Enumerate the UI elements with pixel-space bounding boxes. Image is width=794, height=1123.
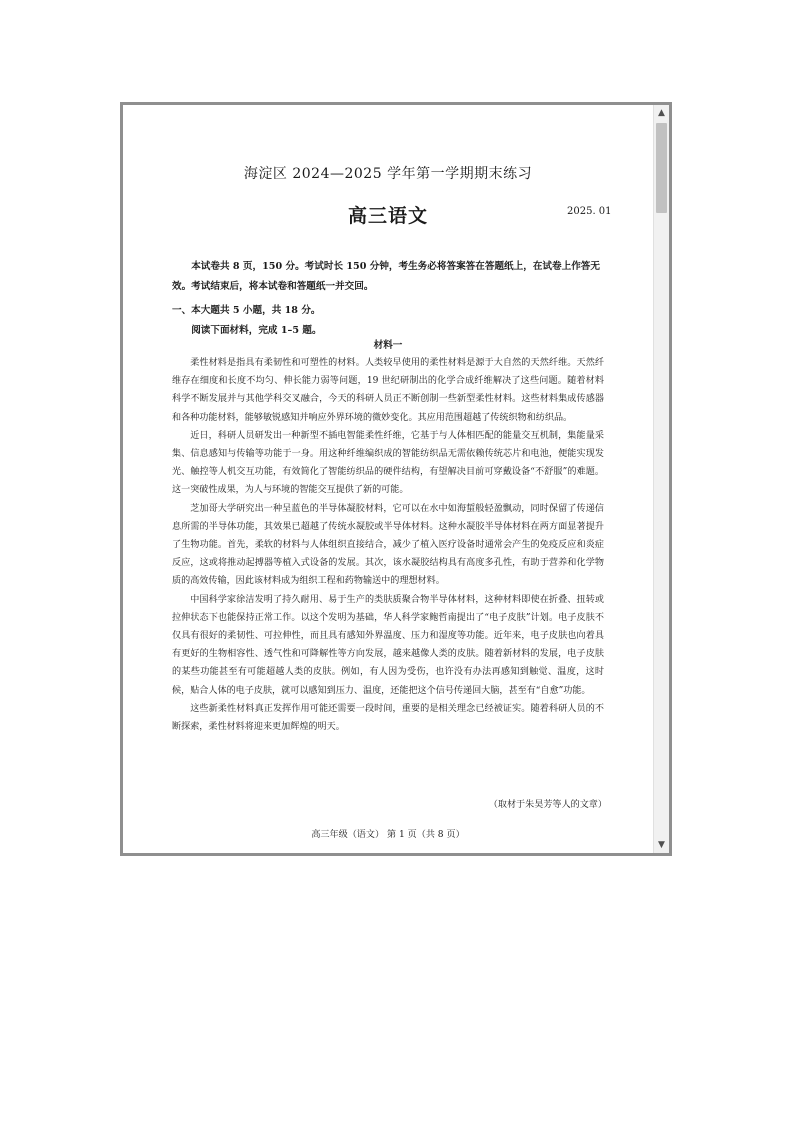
section-instruction: 阅读下面材料，完成 1–5 题。 [191,325,322,336]
passage-paragraph: 这些新柔性材料真正发挥作用可能还需要一段时间，重要的是相关理念已经被证实。随着科研人员的不断探索，柔性材料将迎来更加辉煌的明天。 [172,703,604,733]
material-title: 材料一 [373,340,403,351]
exam-instructions: 本试卷共 8 页，150 分。考试时长 150 分钟，考生务必将答案答在答题纸上，在试卷上作答无效。考试结束后，将本试卷和答题纸一并交回。 [172,261,600,292]
exam-title: 海淀区 2024—2025 学年第一学期期末练习 [243,166,533,182]
section-heading: 一、本大题共 5 小题，共 18 分。 [172,305,321,316]
passage-paragraph: 近日，科研人员研发出一种新型不插电智能柔性纤维，它基于与人体相匹配的能量交互机制，集能量采集、信息感知与传输等功能于一身。用这种纤维编织成的智能纺织品无需依赖传统芯片和电池，便能实现发光、触控等人机交互功能，有效简化了智能纺织品的硬件结构，有望解决目前可穿戴设备“不舒服”的难题。这一突破性成果，为人与环境的智能交互提供了新的可能。 [172,430,604,496]
scroll-up-icon[interactable]: ▲ [658,108,665,118]
subject-title: 高三语文 [347,205,428,227]
passage-paragraph: 芝加哥大学研究出一种呈蓝色的半导体凝胶材料，它可以在水中如海蜇般轻盈飘动，同时保留了传递信息所需的半导体功能，其效果已超越了传统水凝胶或半导体材料。这种水凝胶半导体材料在两方面显著提升了生物功能。首先，柔软的材料与人体组织直接结合，减少了植入医疗设备时通常会产生的免疫反应和炎症反应，这或将推动起搏器等植入式设备的发展。其次，该水凝胶结构具有高度多孔性，有助于营养和化学物质的高效传输，因此该材料成为组织工程和药物输送中的理想材料。 [172,503,604,587]
source-citation: （取材于朱昊芳等人的文章） [488,800,607,810]
vertical-scrollbar[interactable] [653,105,669,853]
passage-paragraph: 柔性材料是指具有柔韧性和可塑性的材料。人类较早使用的柔性材料是源于大自然的天然纤维。天然纤维存在细度和长度不均匀、伸长能力弱等问题，19 世纪研制出的化学合成纤维解决了这些问题。随着材料科学不断发展并与其他学科交叉融合，今天的科研人员正不断创制一些新型柔性材料。这些材料集成传感器和各种功能材料，能够敏锐感知并响应外界环境的微妙变化。其应用范围超越了传统织物和纺织品。 [172,358,604,423]
page-footer: 高三年级（语文） 第 1 页（共 8 页） [311,830,465,840]
document-viewer [120,102,672,856]
scroll-down-icon[interactable]: ▼ [658,840,665,850]
exam-date: 2025. 01 [567,206,612,217]
exam-page [123,105,653,853]
scroll-thumb[interactable] [656,123,667,213]
passage-paragraph: 中国科学家徐洁发明了持久耐用、易于生产的类肤质聚合物半导体材料，这种材料即使在折叠、扭转或拉伸状态下也能保持正常工作。以这个发明为基础，华人科学家鲍哲南提出了“电子皮肤”计划。电子皮肤不仅具有很好的柔韧性、可拉伸性，而且具有感知外界温度、压力和湿度等功能。近年来，电子皮肤也向着具有更好的生物相容性、透气性和可降解性等方向发展，越来越像人类的皮肤。随着新材料的发展，电子皮肤的某些功能甚至有可能超越人类的皮肤。例如，有人因为受伤，也许没有办法再感知到触觉、温度，这时候，贴合人体的电子皮肤，就可以感知到压力、温度，还能把这个信号传递回大脑，甚至有“自愈”功能。 [172,594,604,696]
reading-passage [172,354,604,736]
